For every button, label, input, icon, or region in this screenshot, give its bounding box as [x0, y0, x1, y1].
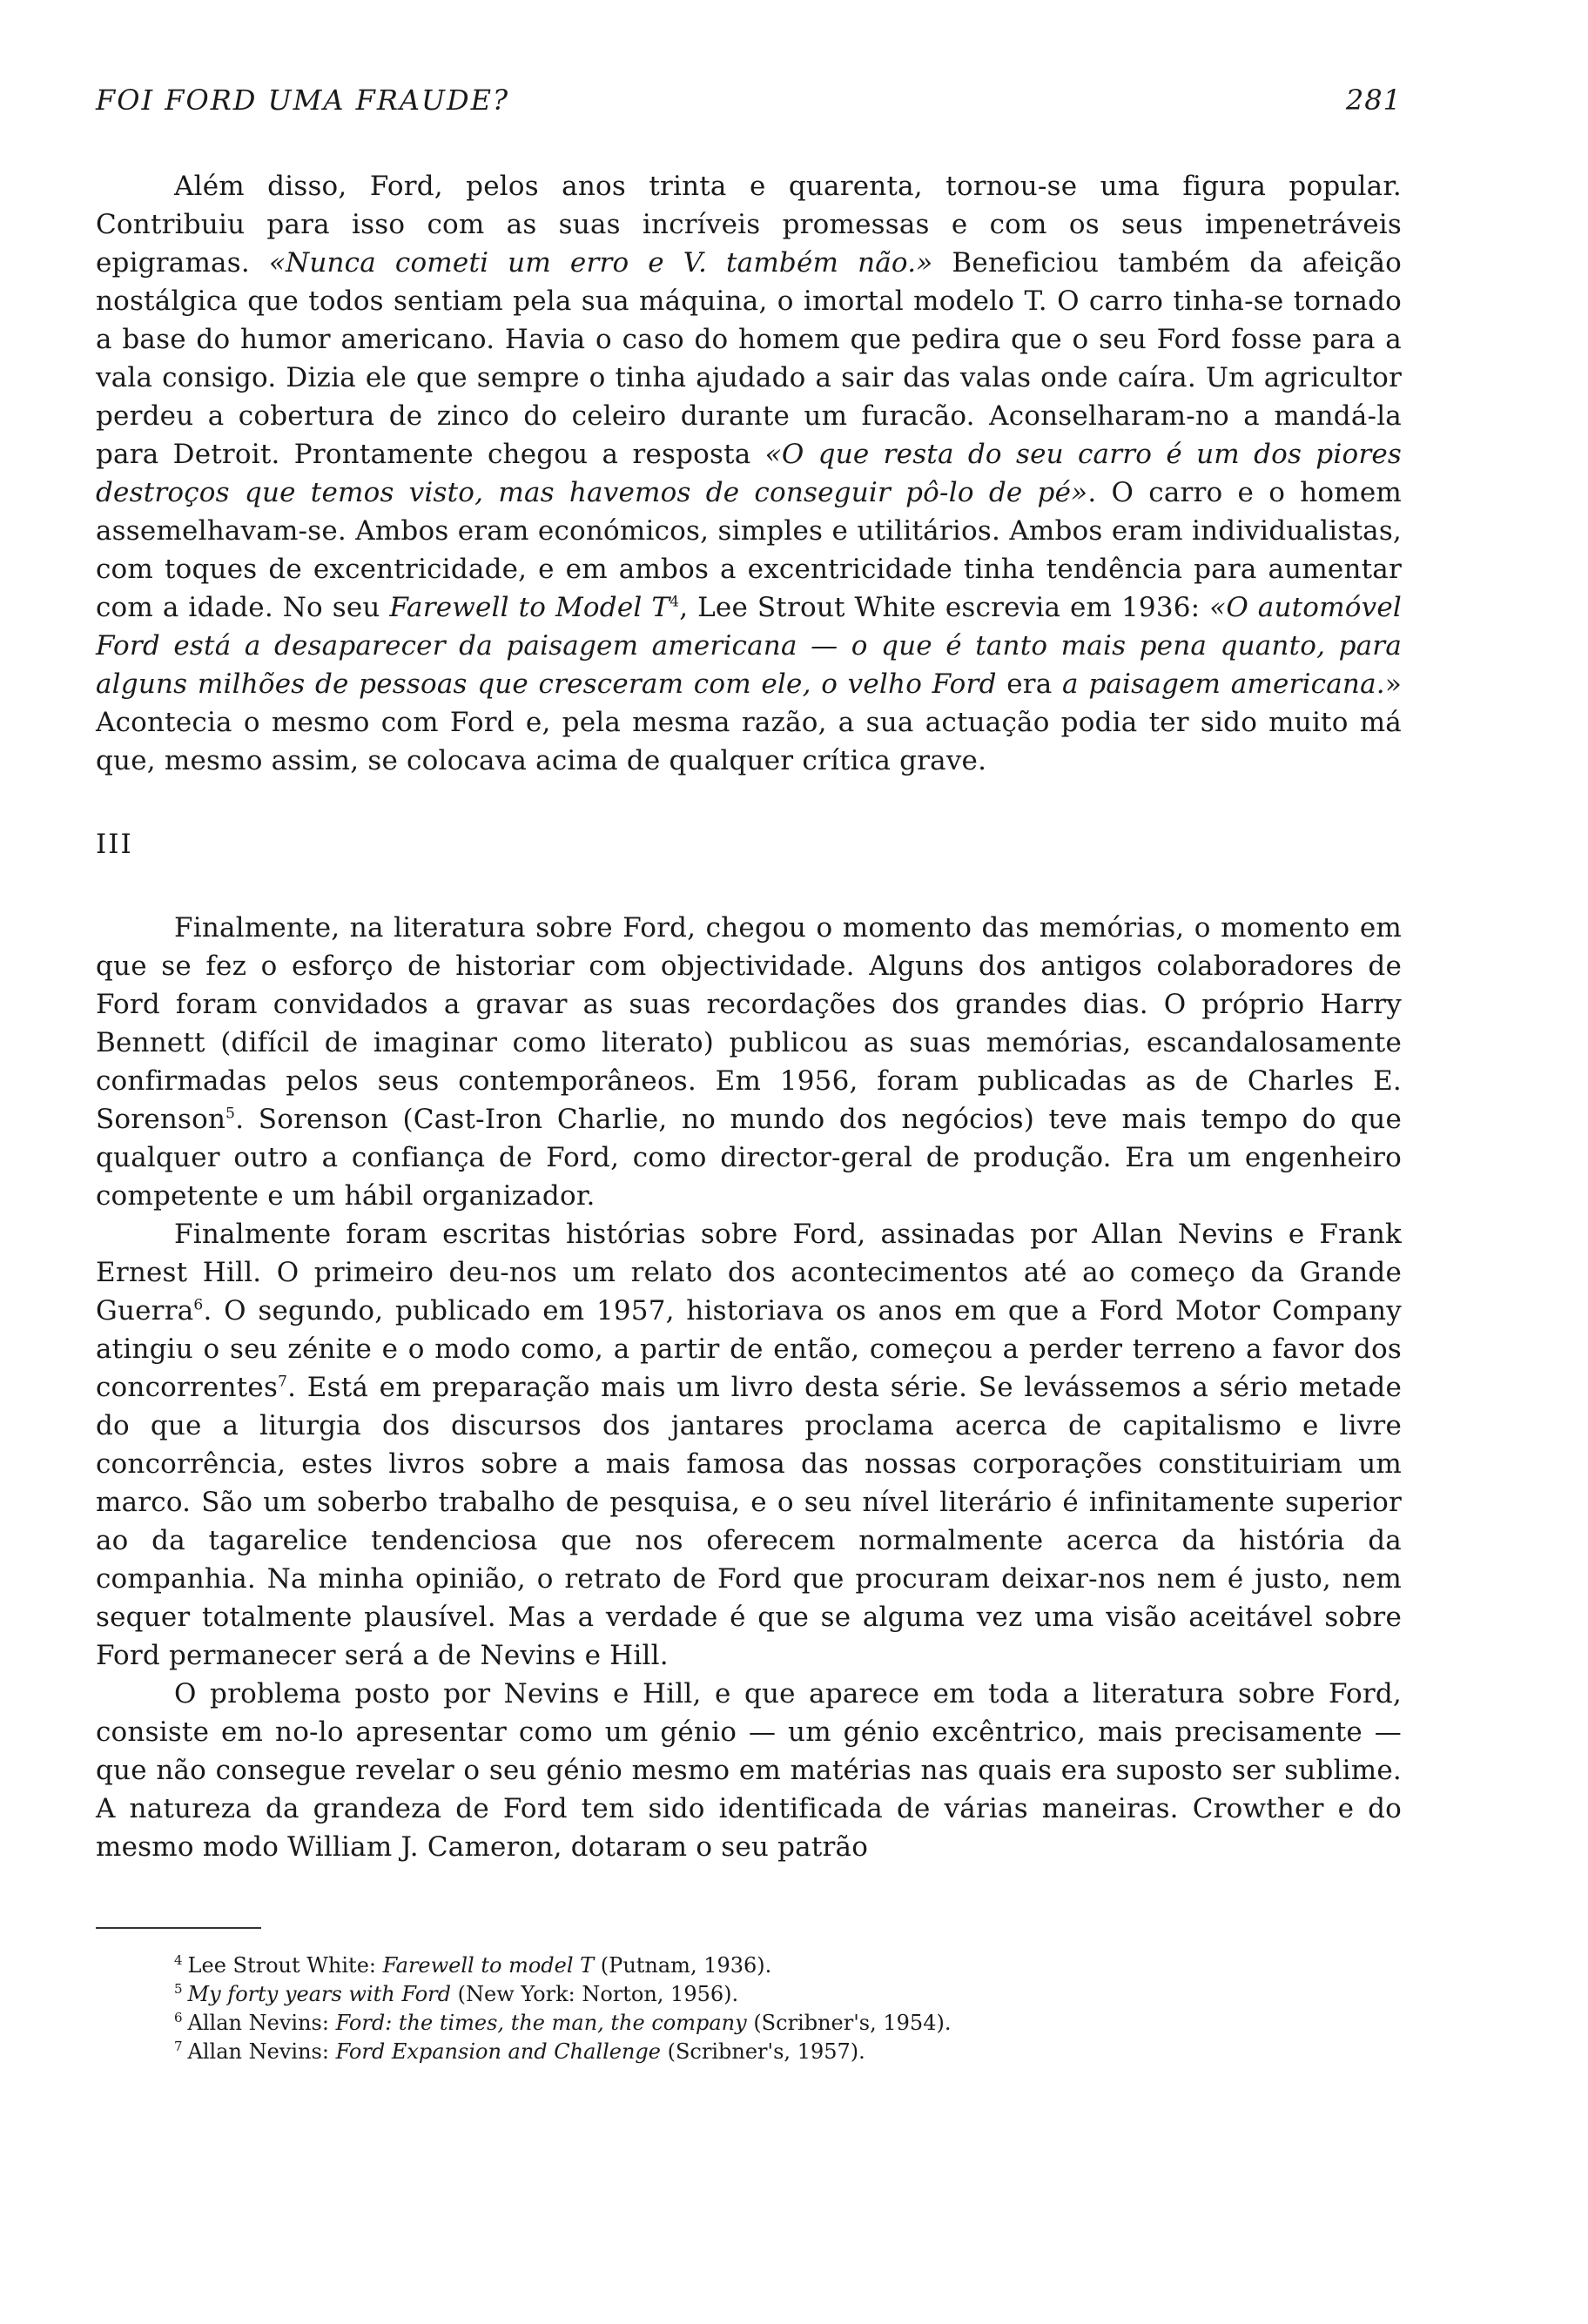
text-run: (Scribner's, 1954). [746, 2011, 952, 2035]
text-run: O problema posto por Nevins e Hill, e que aparece em toda a literatura sobre Ford, consiste em no-lo apresentar como um génio — um génio excêntrico, mais precisamente — que não consegue revelar o seu génio mesmo em matérias nas quais era suposto ser sublime. A natureza da grandeza de Ford tem sido identificada de várias maneiras. Crowther e do mesmo modo William J. Cameron, dotaram o seu patrão [96, 1678, 1402, 1863]
footnote-ref: 5 [225, 1105, 236, 1123]
text-run: era [996, 668, 1063, 700]
text-run: Beneficiou também da afeição nostálgica que todos sentiam pela sua máquina, o imortal modelo T. O carro tinha-se tornado a base do humor americano. Havia o caso do homem que pedira que o seu Ford fosse para a vala consigo. Dizia ele que sempre o tinha ajudado a sair das valas onde caíra. Um agricultor perdeu a cobertura de zinco do celeiro durante um furacão. Aconselharam-no a mandá-la para Detroit. Prontamente chegou a resposta [96, 247, 1403, 470]
italic-text: My forty years with Ford [187, 1982, 452, 2006]
text-run: . Está em preparação mais um livro desta série. Se levássemos a sério metade do que a liturgia dos discursos dos jantares proclama acerca de capitalismo e livre concorrência, estes livros sobre a mais famosa das nossas corporações constituiriam um marco. São um soberbo trabalho de pesquisa, e o seu nível literário é infinitamente superior ao da tagarelice tendenciosa que nos oferecem normalmente acerca da história da companhia. Na minha opinião, o retrato de Ford que procuram deixar-nos nem é justo, nem sequer totalmente plausível. Mas a verdade é que se alguma vez uma visão aceitável sobre Ford permanecer será a de Nevins e Hill. [96, 1372, 1402, 1671]
text-run: Finalmente, na literatura sobre Ford, chegou o momento das memórias, o momento em que se fez o esforço de historiar com objectividade. Alguns dos antigos colaboradores de Ford foram convidados a gravar as suas recordações dos grandes dias. O próprio Harry Bennett (difícil de imaginar como literato) publicou as suas memórias, escandalosamente confirmadas pelos seus contemporâneos. Em 1956, foram publicadas as de Charles E. Sorenson [96, 912, 1402, 1135]
running-title: FOI FORD UMA FRAUDE? [96, 84, 510, 117]
footnote-number: 6 [174, 2010, 183, 2025]
text-run: » Acontecia o mesmo com Ford e, pela mesma razão, a sua actuação podia ter sido muito má que, mesmo assim, se colocava acima de qualquer crítica grave. [96, 668, 1402, 776]
text-run: . O carro e o homem assemelhavam-se. Ambos eram económicos, simples e utilitários. Ambos eram individualistas, com toques de excentricidade, e em ambos a excentricidade tinha tendência para aumentar com a idade. No seu [96, 477, 1402, 623]
footnote-number: 7 [174, 2039, 183, 2054]
footnotes [174, 1951, 1402, 2066]
text-run: (New York: Norton, 1956). [451, 1982, 739, 2006]
footnote-ref: 6 [193, 1296, 204, 1314]
footnote-ref: 4 [670, 593, 680, 611]
footnote-divider [96, 1927, 261, 1929]
italic-text: «O que resta do seu carro é um dos piores destroços que temos visto, mas havemos de conseguir pô-lo de pé» [96, 439, 1402, 508]
paragraph [96, 1675, 1402, 1866]
footnote [174, 1951, 1402, 1980]
italic-text: Farewell to Model T [389, 592, 670, 623]
italic-text: Ford Expansion and Challenge [335, 2039, 661, 2064]
text-run: . Sorenson (Cast-Iron Charlie, no mundo dos negócios) teve mais tempo do que qualquer outro a confiança de Ford, como director-geral de produção. Era um engenheiro competente e um hábil organizador. [96, 1104, 1402, 1212]
text-run: Allan Nevins: [187, 2011, 336, 2035]
footnote [174, 2009, 1402, 2038]
footnote-ref: 7 [278, 1373, 288, 1391]
footnote [174, 2038, 1402, 2066]
italic-text: a paisagem americana. [1062, 668, 1385, 700]
text-run: . O segundo, publicado em 1957, historiava os anos em que a Ford Motor Company atingiu o seu zénite e o modo como, a partir de então, começou a perder terreno a favor dos concorrentes [96, 1295, 1402, 1403]
page-number: 281 [1345, 84, 1402, 117]
document-page [96, 84, 1402, 2066]
text-run: , Lee Strout White escrevia em 1936: [679, 592, 1210, 623]
running-header [96, 84, 1402, 117]
italic-text: Farewell to model T [382, 1953, 595, 1978]
italic-text: «Nunca cometi um erro e V. também não.» [268, 247, 933, 279]
text-run: Lee Strout White: [187, 1953, 383, 1978]
text-run: Allan Nevins: [187, 2039, 336, 2064]
body-text [96, 167, 1402, 1866]
footnote [174, 1980, 1402, 2009]
text-run: (Scribner's, 1957). [661, 2039, 865, 2064]
text-run: (Putnam, 1936). [594, 1953, 772, 1978]
italic-text: Ford: the times, the man, the company [335, 2011, 747, 2035]
text-run: Além disso, Ford, pelos anos trinta e quarenta, tornou-se uma figura popular. Contribuiu para isso com as suas incríveis promessas e com os seus impenetráveis epigramas. [96, 171, 1402, 279]
paragraph [96, 1215, 1402, 1675]
paragraph [96, 167, 1402, 780]
text-run: Finalmente foram escritas histórias sobre Ford, assinadas por Allan Nevins e Frank Ernest Hill. O primeiro deu-nos um relato dos acontecimentos até ao começo da Grande Guerra [96, 1219, 1402, 1327]
footnote-number: 5 [174, 1981, 183, 1997]
italic-text: «O automóvel Ford está a desaparecer da paisagem americana — o que é tanto mais pena quanto, para alguns milhões de pessoas que cresceram com ele, o velho Ford [96, 592, 1402, 700]
footnote-number: 4 [174, 1952, 183, 1968]
paragraph [96, 909, 1402, 1215]
section-heading: III [96, 829, 133, 860]
